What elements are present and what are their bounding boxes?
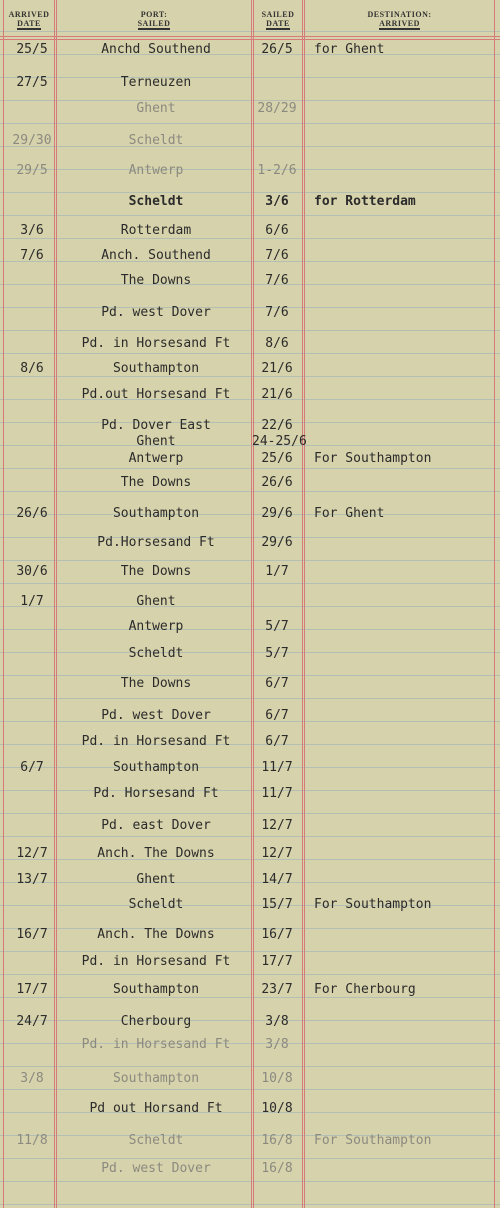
port-cell: Antwerp xyxy=(128,451,184,466)
ledger-row xyxy=(0,1068,500,1090)
sailed-date-cell: 16/7 xyxy=(261,927,293,942)
ledger-row xyxy=(0,39,500,61)
arrived-date-cell: 26/6 xyxy=(16,506,48,521)
ledger-row xyxy=(0,643,500,665)
port-cell: Anchd Southend xyxy=(101,42,211,57)
destination-cell: For Ghent xyxy=(314,506,385,521)
header-date-label: DATE xyxy=(266,19,290,28)
arrived-date-cell: 11/8 xyxy=(16,1133,48,1148)
ledger-row xyxy=(0,160,500,182)
sailed-date-cell: 5/7 xyxy=(265,646,289,661)
port-cell: Southampton xyxy=(112,1071,200,1086)
ledger-row xyxy=(0,1158,500,1180)
ledger-row xyxy=(0,1130,500,1152)
ledger-row xyxy=(0,98,500,120)
header-destination-label: DESTINATION: xyxy=(367,10,432,19)
ledger-row xyxy=(0,815,500,837)
sailed-date-cell: 21/6 xyxy=(261,361,293,376)
ledger-row xyxy=(0,1011,500,1033)
destination-cell: for Rotterdam xyxy=(314,194,416,209)
arrived-date-cell: 6/7 xyxy=(20,760,44,775)
ledger-row xyxy=(0,358,500,380)
ledger-row xyxy=(0,245,500,267)
header-arrived-label: ARRIVED xyxy=(379,19,420,28)
header-arrived-label: ARRIVED xyxy=(8,10,50,19)
ledger-row xyxy=(0,448,500,470)
ledger-row xyxy=(0,1034,500,1056)
port-cell: Ghent xyxy=(136,594,176,609)
ledger-row xyxy=(0,72,500,94)
port-cell: Pd. east Dover xyxy=(101,818,211,833)
sailed-date-cell: 21/6 xyxy=(261,387,293,402)
port-cell: Pd. in Horsesand Ft xyxy=(81,954,231,969)
sailed-date-cell: 6/7 xyxy=(265,708,289,723)
port-cell: Terneuzen xyxy=(120,75,192,90)
port-cell: Rotterdam xyxy=(120,223,192,238)
arrived-date-cell: 12/7 xyxy=(16,846,48,861)
ledger-row xyxy=(0,924,500,946)
destination-cell: For Southampton xyxy=(314,1133,432,1148)
port-cell: The Downs xyxy=(120,564,192,579)
header-date-label: DATE xyxy=(17,19,41,28)
ledger-row xyxy=(0,673,500,695)
ledger-row xyxy=(0,302,500,324)
ledger-row xyxy=(0,561,500,583)
ledger-row xyxy=(0,894,500,916)
sailed-date-cell: 28/29 xyxy=(257,101,297,116)
ledger-row xyxy=(0,616,500,638)
port-cell: Scheldt xyxy=(128,897,184,912)
port-cell: Pd. west Dover xyxy=(101,305,211,320)
ledger-row xyxy=(0,472,500,494)
port-cell: Pd.out Horsesand Ft xyxy=(81,387,231,402)
arrived-date-cell: 27/5 xyxy=(16,75,48,90)
arrived-date-cell: 25/5 xyxy=(16,42,48,57)
arrived-date-cell: 1/7 xyxy=(20,594,44,609)
port-cell: Scheldt xyxy=(128,194,184,209)
port-cell: Pd. in Horsesand Ft xyxy=(81,336,231,351)
arrived-date-cell: 3/8 xyxy=(20,1071,44,1086)
port-cell: Pd. Dover East xyxy=(101,418,211,433)
ledger-row xyxy=(0,951,500,973)
destination-cell: for Ghent xyxy=(314,42,385,57)
port-cell: Scheldt xyxy=(128,646,184,661)
port-cell: Ghent xyxy=(136,434,176,449)
sailed-date-cell: 7/6 xyxy=(265,273,289,288)
sailed-date-cell: 29/6 xyxy=(261,506,293,521)
arrived-date-cell: 8/6 xyxy=(20,361,44,376)
header-sailed-date xyxy=(254,10,302,30)
ledger-row xyxy=(0,1098,500,1120)
header-port-label: PORT: xyxy=(140,10,168,19)
port-cell: Pd. Horsesand Ft xyxy=(93,786,219,801)
sailed-date-cell: 24-25/6 xyxy=(252,434,307,449)
ledger-row xyxy=(0,333,500,355)
sailed-date-cell: 10/8 xyxy=(261,1101,293,1116)
sailed-date-cell: 7/6 xyxy=(265,305,289,320)
port-cell: The Downs xyxy=(120,475,192,490)
header-rule xyxy=(0,36,500,37)
ledger-row xyxy=(0,757,500,779)
sailed-date-cell: 11/7 xyxy=(261,786,293,801)
arrived-date-cell: 3/6 xyxy=(20,223,44,238)
ledger-row xyxy=(0,130,500,152)
port-cell: Pd. west Dover xyxy=(101,1161,211,1176)
port-cell: Cherbourg xyxy=(120,1014,192,1029)
sailed-date-cell: 26/6 xyxy=(261,475,293,490)
ledger-row xyxy=(0,191,500,213)
ledger-row xyxy=(0,270,500,292)
port-cell: Antwerp xyxy=(128,619,184,634)
sailed-date-cell: 14/7 xyxy=(261,872,293,887)
port-cell: Pd. in Horsesand Ft xyxy=(81,734,231,749)
sailed-date-cell: 23/7 xyxy=(261,982,293,997)
port-cell: Southampton xyxy=(112,361,200,376)
header-sailed-label: SAILED xyxy=(137,19,171,28)
port-cell: The Downs xyxy=(120,676,192,691)
sailed-date-cell: 8/6 xyxy=(265,336,289,351)
port-cell: Scheldt xyxy=(128,1133,184,1148)
ledger-row xyxy=(0,503,500,525)
arrived-date-cell: 24/7 xyxy=(16,1014,48,1029)
ledger-row xyxy=(0,979,500,1001)
sailed-date-cell: 6/6 xyxy=(265,223,289,238)
ledger-row xyxy=(0,843,500,865)
port-cell: Southampton xyxy=(112,760,200,775)
ledger-row xyxy=(0,705,500,727)
sailed-date-cell: 12/7 xyxy=(261,846,293,861)
arrived-date-cell: 16/7 xyxy=(16,927,48,942)
ledger-row xyxy=(0,384,500,406)
port-cell: Scheldt xyxy=(128,133,184,148)
sailed-date-cell: 12/7 xyxy=(261,818,293,833)
port-cell: Pd out Horsand Ft xyxy=(89,1101,223,1116)
sailed-date-cell: 6/7 xyxy=(265,676,289,691)
sailed-date-cell: 16/8 xyxy=(261,1133,293,1148)
destination-cell: For Cherbourg xyxy=(314,982,416,997)
sailed-date-cell: 3/8 xyxy=(265,1014,289,1029)
sailed-date-cell: 5/7 xyxy=(265,619,289,634)
header-arrived-date xyxy=(4,10,54,30)
port-cell: Pd. west Dover xyxy=(101,708,211,723)
sailed-date-cell: 29/6 xyxy=(261,535,293,550)
port-cell: Pd. in Horsesand Ft xyxy=(81,1037,231,1052)
arrived-date-cell: 30/6 xyxy=(16,564,48,579)
sailed-date-cell: 10/8 xyxy=(261,1071,293,1086)
port-cell: Ghent xyxy=(136,872,176,887)
arrived-date-cell: 29/5 xyxy=(16,163,48,178)
arrived-date-cell: 7/6 xyxy=(20,248,44,263)
port-cell: Anch. The Downs xyxy=(97,846,215,861)
arrived-date-cell: 29/30 xyxy=(12,133,52,148)
sailed-date-cell: 17/7 xyxy=(261,954,293,969)
sailed-date-cell: 7/6 xyxy=(265,248,289,263)
sailed-date-cell: 26/5 xyxy=(261,42,293,57)
ledger-row xyxy=(0,220,500,242)
sailed-date-cell: 3/8 xyxy=(265,1037,289,1052)
destination-cell: For Southampton xyxy=(314,897,432,912)
port-cell: Antwerp xyxy=(128,163,184,178)
header-port-sailed xyxy=(57,10,251,30)
port-cell: Southampton xyxy=(112,506,200,521)
sailed-date-cell: 6/7 xyxy=(265,734,289,749)
ledger-row xyxy=(0,783,500,805)
port-cell: Anch. The Downs xyxy=(97,927,215,942)
ledger-row xyxy=(0,731,500,753)
port-cell: Anch. Southend xyxy=(101,248,211,263)
sailed-date-cell: 3/6 xyxy=(265,194,289,209)
ledger-row xyxy=(0,869,500,891)
arrived-date-cell: 13/7 xyxy=(16,872,48,887)
header-sailed-label: SAILED xyxy=(261,10,295,19)
port-cell: Southampton xyxy=(112,982,200,997)
sailed-date-cell: 1/7 xyxy=(265,564,289,579)
ledger-row xyxy=(0,591,500,613)
sailed-date-cell: 16/8 xyxy=(261,1161,293,1176)
sailed-date-cell: 15/7 xyxy=(261,897,293,912)
sailed-date-cell: 22/6 xyxy=(261,418,293,433)
port-cell: Ghent xyxy=(136,101,176,116)
sailed-date-cell: 25/6 xyxy=(261,451,293,466)
sailed-date-cell: 1-2/6 xyxy=(257,163,297,178)
destination-cell: For Southampton xyxy=(314,451,432,466)
arrived-date-cell: 17/7 xyxy=(16,982,48,997)
header-destination-arrived xyxy=(305,10,494,30)
port-cell: Pd.Horsesand Ft xyxy=(97,535,215,550)
port-cell: The Downs xyxy=(120,273,192,288)
ledger-row xyxy=(0,532,500,554)
sailed-date-cell: 11/7 xyxy=(261,760,293,775)
